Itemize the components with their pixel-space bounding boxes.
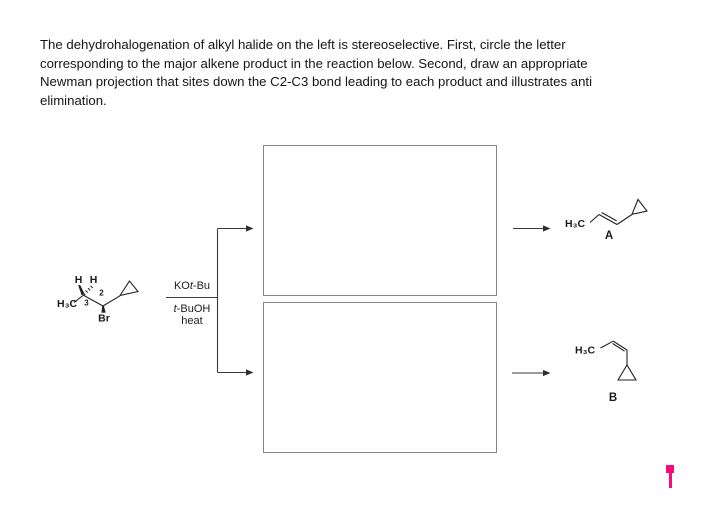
c3-number-label: 3 xyxy=(84,298,89,308)
reagent-base: KOt-Bu xyxy=(173,280,211,292)
branch-arrow-top-head xyxy=(246,225,254,231)
problem-line: The dehydrohalogenation of alkyl halide on the left is stereoselective. First, circle the letter xyxy=(40,37,566,52)
reagent-solvent: t-BuOH xyxy=(173,303,211,315)
branch-arrow-bottom-head xyxy=(246,369,254,375)
product-b-structure xyxy=(570,333,660,405)
bond-alkene-cyclopropyl xyxy=(617,215,632,225)
methyl-label: H₃C xyxy=(57,298,78,310)
problem-line: elimination. xyxy=(40,92,107,108)
substrate-structure xyxy=(50,262,146,330)
reagent-heat: heat xyxy=(181,315,203,327)
annotation-cursor[interactable] xyxy=(666,465,674,489)
product-a-structure xyxy=(560,196,660,244)
problem-line: corresponding to the major alkene product in the reaction below. Second, draw an appropriate xyxy=(40,55,588,71)
bond-methyl-alkene xyxy=(601,341,614,348)
bromine-label: Br xyxy=(98,312,110,325)
product-b-arrow-head xyxy=(543,370,551,376)
h-right-label: H xyxy=(89,274,98,286)
cyclopropyl-ring xyxy=(618,365,636,380)
newman-answer-box-a[interactable] xyxy=(263,145,497,296)
methyl-label: H₃C xyxy=(565,218,586,230)
cyclopropyl-ring xyxy=(120,281,138,296)
product-a-arrow-head xyxy=(543,225,551,231)
methyl-label: H₃C xyxy=(575,344,596,357)
bond-methyl-alkene xyxy=(590,215,599,223)
hash-bond-h xyxy=(83,286,93,295)
newman-answer-box-b[interactable] xyxy=(263,302,497,453)
bond-c2-cyclopropyl xyxy=(103,296,120,306)
problem-line: Newman projection that sites down the C2-C3 bond leading to each product and illustrates anti xyxy=(40,74,593,90)
product-b-letter: B xyxy=(608,392,618,404)
h-left-label: H xyxy=(74,274,83,286)
annotation-cursor-head xyxy=(666,465,674,473)
c2-number-label: 2 xyxy=(99,288,104,298)
product-a-letter: A xyxy=(604,230,614,242)
cyclopropyl-ring xyxy=(632,200,647,215)
annotation-cursor-stem xyxy=(669,473,672,488)
